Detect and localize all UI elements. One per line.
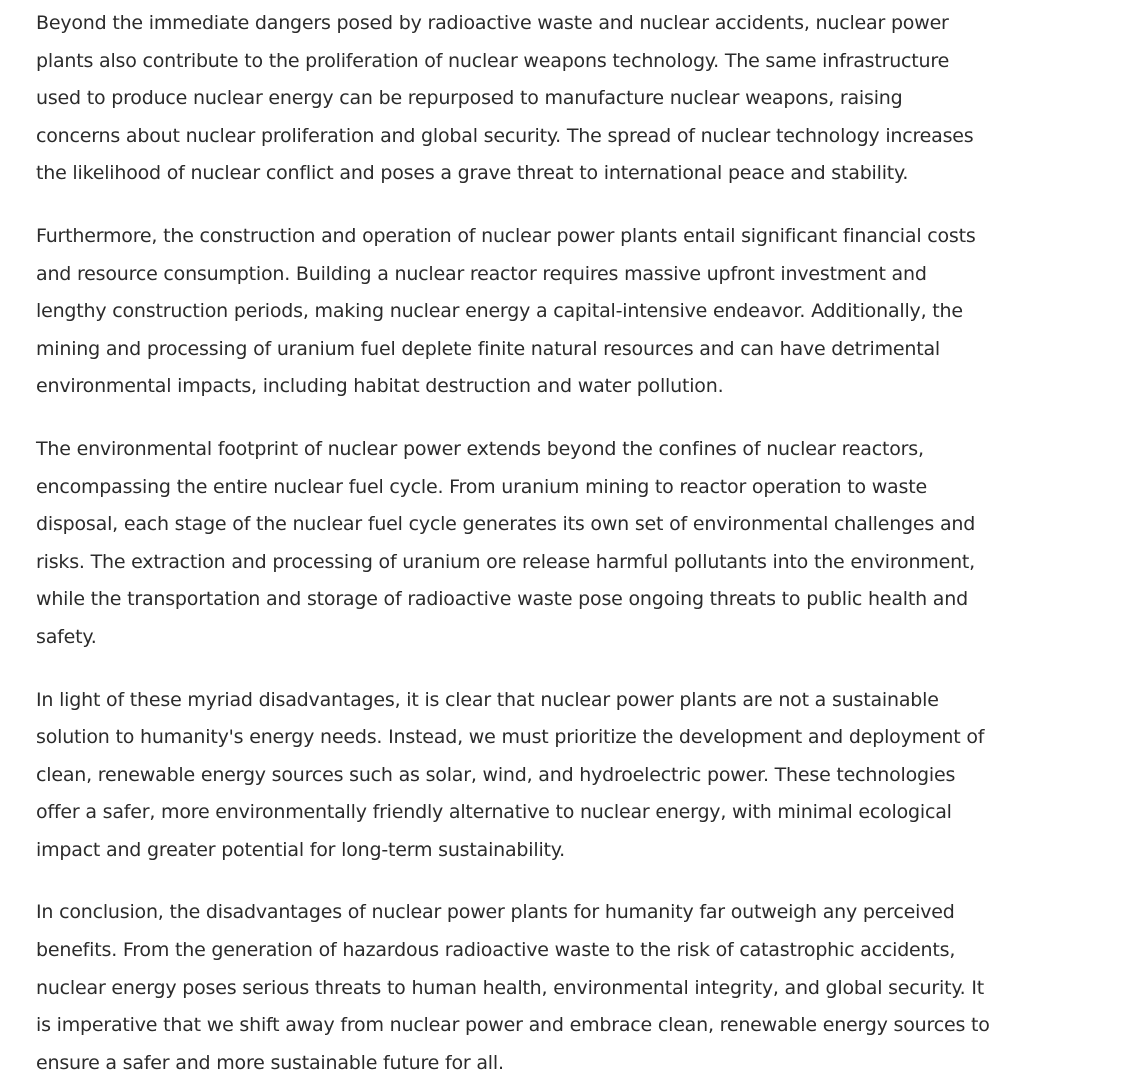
paragraph-environmental-footprint: The environmental footprint of nuclear power extends beyond the confines of nuclear reactors, encompassing the entire nuclear fuel cycle. From uranium mining to reactor operation to waste disposal, each stage of the nuclear fuel cycle generates its own set of environmental challenges and risks. The extraction and processing of uranium ore release harmful pollutants into the environment, while the transportation and storage of radioactive waste pose ongoing threats to public health and safety. (36, 437, 976, 648)
paragraph-proliferation: Beyond the immediate dangers posed by radioactive waste and nuclear accidents, nuclear power plants also contribute to the proliferation of nuclear weapons technology. The same infrastructure used to produce nuclear energy can be repurposed to manufacture nuclear weapons, raising concerns about nuclear proliferation and global security. The spread of nuclear technology increases the likelihood of nuclear conflict and poses a grave threat to international peace and stability. (36, 12, 974, 185)
paragraph-financial-costs: Furthermore, the construction and operation of nuclear power plants entail significant financial costs and resource consumption. Building a nuclear reactor requires massive upfront investment and lengthy construction periods, making nuclear energy a capital-intensive endeavor. Additionally, the mining and processing of uranium fuel deplete finite natural resources and can have detrimental environmental impacts, including habitat destruction and water pollution. (36, 224, 976, 398)
paragraph-conclusion: In conclusion, the disadvantages of nuclear power plants for humanity far outweigh any perceived benefits. From the generation of hazardous radioactive waste to the risk of catastrophic accidents, nuclear energy poses serious threats to human health, environmental integrity, and global security. It is imperative that we shift away from nuclear power and embrace clean, renewable energy sources to ensure a safer and more sustainable future for all. (36, 901, 990, 1074)
paragraph-renewable-alternatives: In light of these myriad disadvantages, it is clear that nuclear power plants are not a sustainable solution to humanity's energy needs. Instead, we must prioritize the development and deployment of clean, renewable energy sources such as solar, wind, and hydroelectric power. These technologies offer a safer, more environmentally friendly alternative to nuclear energy, with minimal ecological impact and greater potential for long-term sustainability. (36, 688, 985, 861)
